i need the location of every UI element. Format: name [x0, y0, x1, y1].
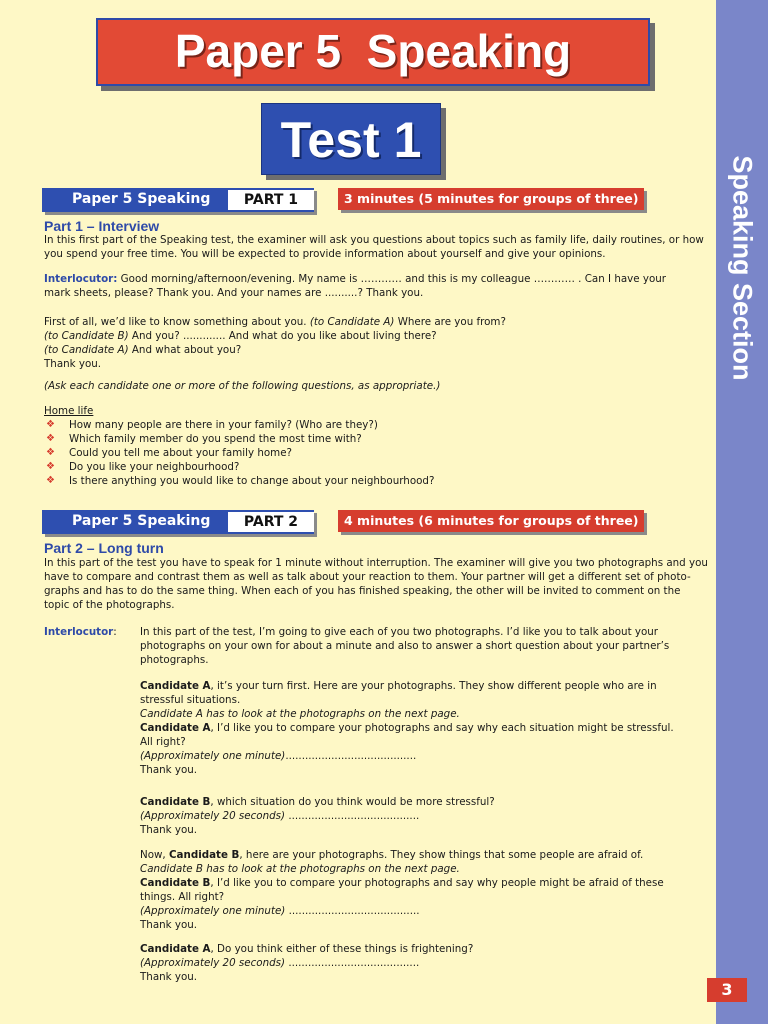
part2-intro	[44, 556, 710, 612]
part1-question-block	[44, 404, 710, 488]
script-text: Now,	[140, 849, 169, 861]
script-text: And what about you?	[131, 344, 242, 356]
interlocutor-label: Interlocutor	[44, 626, 114, 638]
candidate-name: Candidate A	[140, 722, 211, 734]
stage-direction: Candidate A has to look at the photographs on the next page.	[140, 708, 460, 720]
stage-direction: (to Candidate B)	[44, 330, 129, 342]
part1-intro-line: you spend your free time. You will be expected to provide information about yourself and give your opinions.	[44, 248, 606, 260]
script-text: , I’d like you to compare your photographs and say why each situation might be stressful.	[210, 722, 674, 734]
part1-opening-questions	[44, 315, 710, 371]
part2-script-intro	[140, 625, 710, 667]
timing-note: (Approximately 20 seconds)	[140, 810, 286, 822]
timing-note: (Approximately 20 seconds)	[140, 957, 286, 969]
section-sidebar	[716, 0, 768, 1024]
part2-candidate-a-question	[140, 942, 710, 984]
dotted-line: ........................................	[285, 810, 420, 822]
script-text: , I’d like you to compare your photographs and say why people might be afraid of these	[210, 877, 664, 889]
part1-header-bar	[42, 188, 314, 212]
part2-intro-line: topic of the photographs.	[44, 599, 175, 611]
script-text: Thank you.	[44, 358, 102, 370]
part2-intro-line: have to compare and contrast them as well as talk about your reaction to them. Your partner will get a different set of photo-	[44, 571, 691, 583]
script-text: Thank you.	[140, 919, 198, 931]
question-item: ❖ Is there anything you would like to change about your neighbourhood?	[44, 474, 710, 488]
question-item: ❖ Could you tell me about your family home?	[44, 446, 710, 460]
question-item: ❖ Which family member do you spend the most time with?	[44, 432, 710, 446]
part2-candidate-b-turn	[140, 848, 710, 932]
script-text: First of all, we’d like to know something about you.	[44, 316, 307, 328]
script-text: , here are your photographs. They show things that some people are afraid of.	[239, 849, 644, 861]
script-text: In this part of the test, I’m going to give each of you two photographs. I’d like you to talk about your	[140, 626, 659, 638]
candidate-name: Candidate B	[140, 877, 211, 889]
part1-paper-label: Paper 5 Speaking	[72, 191, 211, 207]
interlocutor-line: Good morning/afternoon/evening. My name is ………… and this is my colleague ………… . Can I have your	[120, 273, 667, 285]
script-text: All right?	[140, 736, 186, 748]
question-list	[44, 418, 710, 488]
stage-direction: (to Candidate A)	[44, 344, 129, 356]
part1-intro-line: In this first part of the Speaking test, the examiner will ask you questions about topics such as family life, daily routines, or how	[44, 234, 704, 246]
test-title: Test 1	[261, 103, 441, 175]
script-text: photographs on your own for about a minute and also to answer a short question about your partner’s	[140, 640, 670, 652]
dotted-line: ........................................	[285, 905, 420, 917]
part2-header-bar	[42, 510, 314, 534]
script-text: things. All right?	[140, 891, 225, 903]
script-text: Thank you.	[140, 971, 198, 983]
script-text: And you? ............. And what do you like about living there?	[131, 330, 437, 342]
part2-paper-label: Paper 5 Speaking	[72, 513, 211, 529]
script-text: Thank you.	[140, 764, 198, 776]
part1-time-badge: 3 minutes (5 minutes for groups of three)	[338, 188, 644, 210]
section-label: Speaking Section	[727, 155, 758, 381]
part2-candidate-a-turn	[140, 679, 710, 777]
part1-instruction: (Ask each candidate one or more of the following questions, as appropriate.)	[44, 380, 441, 392]
interlocutor-line: mark sheets, please? Thank you. And your names are ..........? Thank you.	[44, 287, 424, 299]
part1-title: Part 1 – Interview	[44, 218, 160, 234]
topic-heading: Home life	[44, 405, 94, 417]
candidate-name: Candidate A	[140, 943, 211, 955]
candidate-name: Candidate A	[140, 680, 211, 692]
script-text: , which situation do you think would be more stressful?	[210, 796, 495, 808]
dotted-line: ........................................	[285, 750, 417, 762]
script-text: , Do you think either of these things is frightening?	[210, 943, 474, 955]
timing-note: (Approximately one minute)	[140, 905, 286, 917]
part2-time-badge: 4 minutes (6 minutes for groups of three)	[338, 510, 644, 532]
part2-interlocutor-label	[44, 625, 117, 639]
interlocutor-colon: :	[113, 626, 117, 638]
stage-direction: (to Candidate A)	[309, 316, 395, 328]
part2-candidate-b-question	[140, 795, 710, 837]
page-number: 3	[707, 978, 747, 1002]
script-text: stressful situations.	[140, 694, 241, 706]
interlocutor-label: Interlocutor:	[44, 273, 118, 285]
question-item: ❖ How many people are there in your family? (Who are they?)	[44, 418, 710, 432]
part2-title: Part 2 – Long turn	[44, 540, 164, 556]
question-item: ❖ Do you like your neighbourhood?	[44, 460, 710, 474]
dotted-line: ........................................	[285, 957, 420, 969]
page-title: Paper 5 Speaking	[96, 18, 650, 86]
timing-note: (Approximately one minute)	[140, 750, 286, 762]
script-text: Where are you from?	[397, 316, 506, 328]
candidate-name: Candidate B	[168, 849, 240, 861]
script-text: photographs.	[140, 654, 209, 666]
part2-intro-line: graphs and has to do the same thing. When each of you has finished speaking, the other will be invited to comment on the	[44, 585, 681, 597]
stage-direction: Candidate B has to look at the photographs on the next page.	[140, 863, 460, 875]
part2-intro-line: In this part of the test you have to speak for 1 minute without interruption. The examiner will give you two photographs and you	[44, 557, 708, 569]
part1-part-label: PART 1	[228, 190, 314, 210]
script-text: , it’s your turn first. Here are your photographs. They show different people who are in	[210, 680, 657, 692]
part2-part-label: PART 2	[228, 512, 314, 532]
script-text: Thank you.	[140, 824, 198, 836]
part1-intro	[44, 233, 710, 261]
part1-interlocutor	[44, 272, 710, 300]
candidate-name: Candidate B	[140, 796, 211, 808]
